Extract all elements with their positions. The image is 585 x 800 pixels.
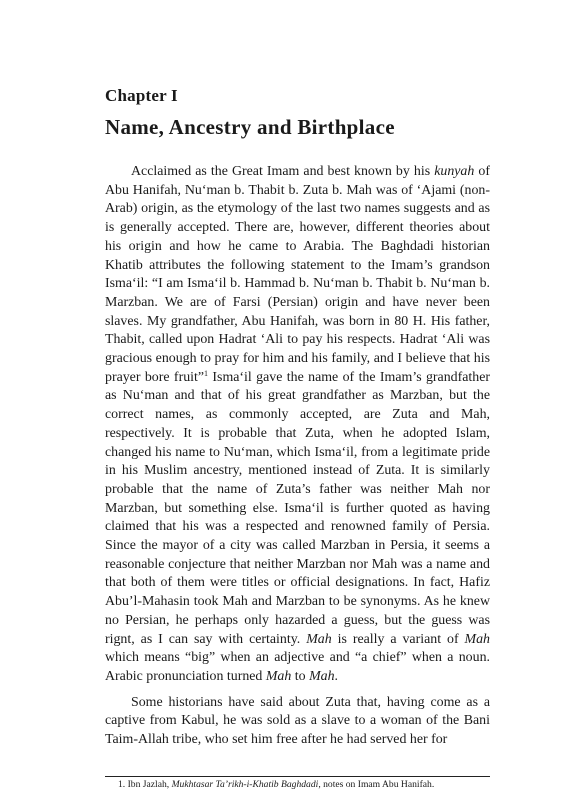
- paragraph-2: [105, 694, 490, 750]
- text-run: Isma‘il gave the name of the Imam’s grandfather as Nu‘man and that of his great grandfather as Marzban, but the correct names, as commonly accepted, are Zuta and Mah, respectively. It is probable that Zuta, when he adopted Islam, changed his name to Nu‘man, which Isma‘il, from a legitimate pride in his Muslim ancestry, mentioned instead of Zuta. It is similarly probable that the name of Zuta’s father was neither Mah nor Marzban, but something else. Isma‘il is further quoted as having claimed that his was a respected and renowned family of Persia. Since the mayor of a city was called Marzban in Persia, it seems a reasonable conjecture that neither Marzban nor Mah was a name and that both of them were titles or official designations. In fact, Hafiz Abu’l-Mahasin took Mah and Marzban to be synonyms. As he knew no Persian, he perhaps only hazarded a guess, but the guess was rignt, as I can say with certainty.: [105, 369, 490, 647]
- italic-term: Mah: [309, 668, 335, 684]
- text-run: Acclaimed as the Great Imam and best known by his: [131, 164, 435, 179]
- text-run: which means “big” when an adjective and “a chief” when a noun. Arabic pronunciation turned: [105, 650, 490, 684]
- chapter-title: Name, Ancestry and Birthplace: [105, 115, 395, 139]
- footnote-marker: 1: [204, 368, 209, 378]
- chapter-label: Chapter I: [105, 86, 178, 105]
- body-text: [105, 163, 490, 750]
- text-run: , notes on Imam Abu Hanifah.: [318, 779, 435, 790]
- italic-term: kunyah: [434, 164, 475, 179]
- text-run: 1. Ibn Jazlah,: [118, 779, 172, 790]
- text-run: Some historians have said about Zuta that, having come as a captive from Kabul, he was sold as a slave to a woman of the Bani Taim-Allah tribe, who set him free after he had served her for: [105, 694, 490, 748]
- text-run: to: [291, 668, 310, 684]
- italic-term: Mukhtasar Ta’rikh-i-Khatib Baghdadi: [171, 779, 319, 790]
- italic-term: Mah: [265, 668, 292, 684]
- text-run: .: [334, 668, 339, 684]
- italic-term: Mah: [464, 631, 490, 647]
- footnote: [118, 779, 498, 791]
- italic-term: Mah: [306, 631, 332, 647]
- paragraph-1: [105, 163, 490, 687]
- footnote-rule: [105, 776, 490, 777]
- text-run: of Abu Hanifah, Nu‘man b. Thabit b. Zuta b. Mah was of ‘Ajami (non-Arab) origin, as the etymology of the last two names suggests and as is generally accepted. There are, however, different theories about his origin and how he came to Arabia. The Baghdadi historian Khatib attributes the following statement to the Imam’s grandson Isma‘il: “I am Isma‘il b. Hammad b. Nu‘man b. Thabit b. Nu‘man b. Marzban. We are of Farsi (Persian) origin and have never been slaves. My grandfather, Abu Hanifah, was born in 80 H. His father, Thabit, called upon Hadrat ‘Ali to pay his respects. Hadrat ‘Ali was gracious enough to pray for him and his family, and I believe that his prayer bore fruit”: [105, 164, 490, 385]
- text-run: is really a variant of: [331, 631, 465, 647]
